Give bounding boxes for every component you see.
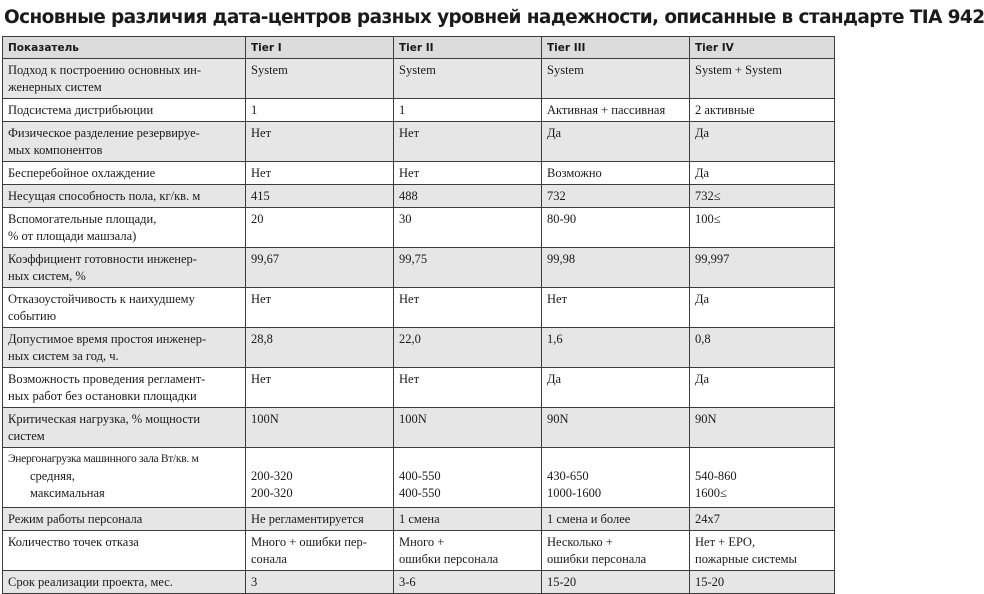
cell-indicator (3, 368, 246, 408)
cell-tier-2 (394, 328, 542, 368)
cell-text: 1 (399, 103, 406, 117)
cell-text: Несколько + (547, 535, 613, 549)
cell-tier-3 (542, 59, 690, 99)
cell-text: Несущая способность пола, кг/кв. м (8, 189, 201, 203)
cell-tier-1 (246, 368, 394, 408)
cell-tier-3 (542, 99, 690, 122)
cell-tier-2 (394, 368, 542, 408)
cell-text: 99,98 (547, 252, 576, 266)
cell-tier-1 (246, 122, 394, 162)
cell-text: ных систем, % (8, 269, 86, 283)
cell-tier-2 (394, 288, 542, 328)
cell-text: 24x7 (695, 512, 720, 526)
cell-text: 400-550 (399, 486, 441, 500)
cell-text: 28,8 (251, 332, 273, 346)
cell-text: Нет (251, 126, 272, 140)
cell-text: Нет (399, 166, 420, 180)
cell-text: Возможность проведения регламент- (8, 372, 206, 386)
cell-tier-3 (542, 408, 690, 448)
table-row (3, 408, 835, 448)
header-tier-1: Tier I (246, 37, 394, 59)
cell-text: 15-20 (547, 575, 577, 589)
cell-text: System (547, 63, 584, 77)
cell-tier-3 (542, 122, 690, 162)
cell-tier-1 (246, 571, 394, 594)
cell-text: Много + (399, 535, 445, 549)
cell-text: Отказоустойчивость к наихудшему (8, 292, 195, 306)
cell-text: 100N (399, 412, 427, 426)
cell-text: 732 (547, 189, 566, 203)
cell-text: 732≤ (695, 189, 721, 203)
cell-text: систем (8, 429, 45, 443)
cell-text: Не регламентируется (251, 512, 364, 526)
cell-tier-2 (394, 531, 542, 571)
cell-text: Нет (251, 292, 272, 306)
cell-tier-3 (542, 208, 690, 248)
cell-tier-4 (690, 99, 835, 122)
cell-text: 20 (251, 212, 264, 226)
cell-text: женерных систем (8, 80, 102, 94)
cell-tier-4 (690, 448, 835, 508)
cell-text: Да (547, 126, 562, 140)
cell-tier-2 (394, 208, 542, 248)
cell-text: Да (547, 372, 562, 386)
cell-text: Нет (399, 126, 420, 140)
cell-text: Физическое разделение резервируе- (8, 126, 200, 140)
cell-text: ошибки персонала (547, 552, 647, 566)
cell-indicator (3, 328, 246, 368)
cell-text: 30 (399, 212, 412, 226)
table-row (3, 162, 835, 185)
cell-text: Нет (251, 166, 272, 180)
cell-tier-3 (542, 508, 690, 531)
cell-text: 3 (251, 575, 258, 589)
cell-tier-2 (394, 122, 542, 162)
cell-text: Критическая нагрузка, % мощности (8, 412, 201, 426)
cell-text: 1,6 (547, 332, 563, 346)
cell-text: Нет (399, 292, 420, 306)
header-tier-3: Tier III (542, 37, 690, 59)
cell-tier-4 (690, 368, 835, 408)
table-header-row (3, 37, 835, 59)
cell-tier-3 (542, 368, 690, 408)
cell-tier-4 (690, 571, 835, 594)
cell-text: 80-90 (547, 212, 577, 226)
cell-text: 1 смена и более (547, 512, 631, 526)
cell-text: 90N (547, 412, 569, 426)
cell-tier-2 (394, 448, 542, 508)
cell-text: Да (695, 126, 710, 140)
cell-tier-1 (246, 531, 394, 571)
cell-text: 430-650 (547, 469, 589, 483)
cell-indicator (3, 571, 246, 594)
cell-indicator (3, 122, 246, 162)
comparison-table (2, 36, 835, 594)
cell-text (695, 451, 829, 468)
cell-text: 415 (251, 189, 270, 203)
table-row (3, 368, 835, 408)
cell-text: мых компонентов (8, 143, 103, 157)
cell-tier-4 (690, 508, 835, 531)
cell-tier-4 (690, 248, 835, 288)
cell-indicator (3, 531, 246, 571)
cell-tier-1 (246, 208, 394, 248)
cell-text: 99,67 (251, 252, 280, 266)
table-row (3, 208, 835, 248)
cell-text (399, 451, 536, 468)
cell-tier-4 (690, 122, 835, 162)
cell-text: 100N (251, 412, 279, 426)
cell-text: Вспомогательные площади, (8, 212, 157, 226)
cell-text: Нет (399, 372, 420, 386)
cell-tier-2 (394, 162, 542, 185)
cell-tier-2 (394, 185, 542, 208)
cell-tier-3 (542, 531, 690, 571)
table-row (3, 288, 835, 328)
cell-indicator (3, 508, 246, 531)
cell-indicator (3, 59, 246, 99)
cell-indicator (3, 288, 246, 328)
cell-text (547, 451, 684, 468)
cell-text: Нет + EPO, (695, 535, 756, 549)
cell-tier-4 (690, 288, 835, 328)
cell-tier-2 (394, 248, 542, 288)
header-indicator: Показатель (3, 37, 246, 59)
cell-text: Режим работы персонала (8, 512, 143, 526)
table-row (3, 328, 835, 368)
cell-text: System (251, 63, 288, 77)
cell-text: средняя, (30, 469, 75, 483)
cell-tier-2 (394, 99, 542, 122)
cell-tier-4 (690, 328, 835, 368)
cell-indicator (3, 248, 246, 288)
cell-tier-3 (542, 328, 690, 368)
cell-tier-3 (542, 248, 690, 288)
cell-text: System + System (695, 63, 782, 77)
cell-tier-1 (246, 162, 394, 185)
cell-text: Да (695, 166, 710, 180)
cell-indicator (3, 185, 246, 208)
cell-text: Срок реализации проекта, мес. (8, 575, 173, 589)
table-row (3, 508, 835, 531)
cell-tier-4 (690, 185, 835, 208)
cell-tier-2 (394, 408, 542, 448)
cell-tier-4 (690, 408, 835, 448)
cell-tier-2 (394, 59, 542, 99)
cell-text: 1600≤ (695, 486, 727, 500)
cell-tier-3 (542, 288, 690, 328)
table-row (3, 59, 835, 99)
cell-text: событию (8, 309, 57, 323)
cell-text: Активная + пассивная (547, 103, 666, 117)
cell-text: Нет (251, 372, 272, 386)
header-tier-4: Tier IV (690, 37, 835, 59)
cell-text: Подход к построению основных ин- (8, 63, 202, 77)
cell-tier-4 (690, 531, 835, 571)
cell-indicator (3, 448, 246, 508)
cell-tier-2 (394, 508, 542, 531)
cell-text: Да (695, 372, 710, 386)
cell-text: 100≤ (695, 212, 721, 226)
cell-text: 1 смена (399, 512, 440, 526)
cell-text: ных систем за год, ч. (8, 349, 119, 363)
cell-tier-2 (394, 571, 542, 594)
page-title: Основные различия дата-центров разных уровней надежности, описанные в стандарте TIA 942 (4, 7, 984, 28)
cell-text: максимальная (30, 486, 105, 500)
cell-text: 200-320 (251, 486, 293, 500)
table-row (3, 122, 835, 162)
cell-tier-1 (246, 288, 394, 328)
cell-text: 22,0 (399, 332, 421, 346)
cell-text: Бесперебойное охлаждение (8, 166, 156, 180)
cell-text: Да (695, 292, 710, 306)
cell-tier-4 (690, 59, 835, 99)
cell-text: Количество точек отказа (8, 535, 139, 549)
cell-tier-3 (542, 448, 690, 508)
cell-text: ных работ без остановки площадки (8, 389, 197, 403)
cell-text (251, 451, 388, 468)
table-row (3, 448, 835, 508)
cell-indicator (3, 408, 246, 448)
cell-text: Возможно (547, 166, 602, 180)
cell-text: System (399, 63, 436, 77)
cell-text: Нет (547, 292, 568, 306)
table-body (3, 37, 835, 594)
cell-tier-3 (542, 162, 690, 185)
cell-text: 540-860 (695, 469, 737, 483)
header-tier-2: Tier II (394, 37, 542, 59)
cell-tier-1 (246, 408, 394, 448)
cell-tier-1 (246, 508, 394, 531)
cell-text: сонала (251, 552, 287, 566)
cell-text: пожарные системы (695, 552, 797, 566)
cell-tier-3 (542, 571, 690, 594)
cell-text: 99,997 (695, 252, 730, 266)
cell-text: Допустимое время простоя инженер- (8, 332, 207, 346)
table-row (3, 99, 835, 122)
table-row (3, 531, 835, 571)
cell-indicator (3, 99, 246, 122)
cell-text: Коэффициент готовности инженер- (8, 252, 197, 266)
cell-tier-1 (246, 185, 394, 208)
cell-text: 488 (399, 189, 418, 203)
cell-tier-1 (246, 59, 394, 99)
cell-text: 15-20 (695, 575, 725, 589)
cell-tier-1 (246, 448, 394, 508)
table-row (3, 185, 835, 208)
cell-text: % от площади машзала) (8, 229, 137, 243)
table-row (3, 571, 835, 594)
cell-text: 90N (695, 412, 717, 426)
cell-tier-1 (246, 99, 394, 122)
cell-text: Много + ошибки пер- (251, 535, 367, 549)
cell-indicator (3, 208, 246, 248)
cell-text: 2 активные (695, 103, 755, 117)
cell-indicator (3, 162, 246, 185)
cell-tier-3 (542, 185, 690, 208)
cell-text: 200-320 (251, 469, 293, 483)
cell-text: ошибки персонала (399, 552, 499, 566)
table-row (3, 248, 835, 288)
cell-tier-1 (246, 328, 394, 368)
cell-text: 1 (251, 103, 258, 117)
cell-tier-1 (246, 248, 394, 288)
cell-text: Подсистема дистрибьюции (8, 103, 154, 117)
cell-text: Энергонагрузка машинного зала Вт/кв. м (8, 453, 199, 465)
cell-text: 1000-1600 (547, 486, 602, 500)
cell-text: 0,8 (695, 332, 711, 346)
cell-text: 99,75 (399, 252, 428, 266)
cell-text: 400-550 (399, 469, 441, 483)
cell-tier-4 (690, 162, 835, 185)
cell-tier-4 (690, 208, 835, 248)
cell-text: 3-6 (399, 575, 416, 589)
